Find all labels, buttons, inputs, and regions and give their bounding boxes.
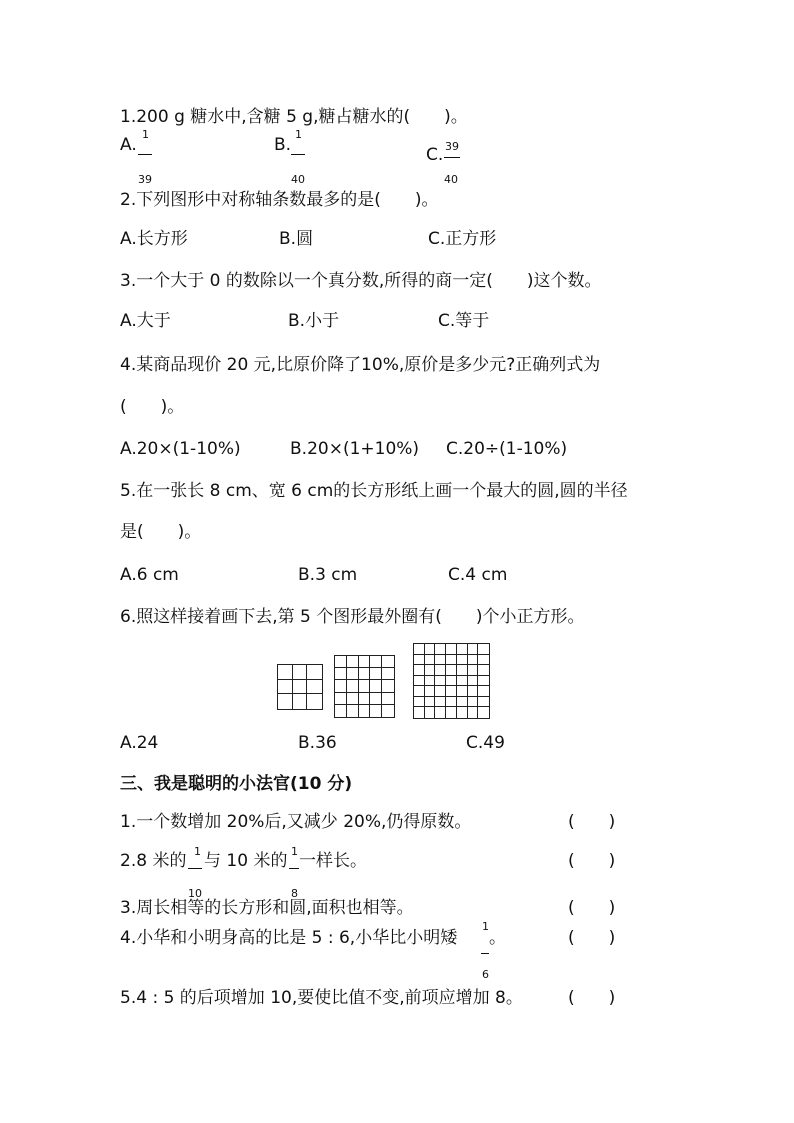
q6-option-b: B.36 [298,733,337,753]
q1-option-b-denominator: 40 [291,173,305,186]
grid-cell [359,705,371,717]
grid-cell [335,705,347,717]
judge-3-answer-blank: ( ) [568,898,616,918]
grid-cell [478,707,489,718]
judge-5: 5.4 : 5 的后项增加 10,要使比值不变,前项应增加 8。 [120,988,523,1008]
grid-cell [414,676,425,687]
grid-cell [446,707,457,718]
grid-cell [478,686,489,697]
judge-4-fraction-bar [481,953,489,954]
pattern-figure-2 [334,655,395,718]
grid-cell [382,680,394,692]
judge-4-end: 。 [489,928,506,948]
grid-cell [457,665,468,676]
grid-cell [347,680,359,692]
grid-cell [347,693,359,705]
q4-option-b: B.20×(1+10%) [290,439,420,459]
grid-cell [382,705,394,717]
grid-cell [370,656,382,668]
grid-cell [359,680,371,692]
q1-option-c-letter: C. [426,145,444,165]
judge-2-fraction-2-bar [289,868,299,869]
grid-cell [468,644,479,655]
q1-option-a-letter: A. [120,135,137,155]
grid-cell [478,665,489,676]
grid-cell [370,668,382,680]
grid-cell [468,686,479,697]
judge-1-answer-blank: ( ) [568,812,616,832]
grid-cell [435,676,446,687]
q1-option-c-fraction-bar [444,157,460,158]
grid-cell [307,680,322,695]
judge-2-suffix: 一样长。 [299,851,367,871]
grid-cell [293,680,308,695]
grid-cell [414,686,425,697]
q1-option-c-numerator: 39 [445,140,459,153]
q1-stem: 1.200 g 糖水中,含糖 5 g,糖占糖水的( )。 [120,107,468,127]
grid-cell [446,665,457,676]
judge-4-answer-blank: ( ) [568,928,616,948]
grid-cell [446,644,457,655]
grid-cell [446,676,457,687]
q4-stem: 4.某商品现价 20 元,比原价降了10%,原价是多少元?正确列式为 [120,355,601,375]
grid-cell [414,707,425,718]
grid-cell [307,665,322,680]
q6-option-c: C.49 [466,733,505,753]
q1-option-b-fraction-bar [291,154,305,155]
grid-cell [457,676,468,687]
judge-2-middle: 与 10 米的 [204,851,288,871]
q1-option-a-fraction-bar [138,154,152,155]
grid-cell [425,676,436,687]
judge-2-prefix: 2.8 米的 [120,851,187,871]
grid-cell [382,656,394,668]
grid-cell [278,694,293,709]
q1-option-b-numerator: 1 [295,128,302,141]
grid-cell [435,644,446,655]
grid-cell [278,680,293,695]
grid-cell [478,697,489,708]
q6-stem: 6.照这样接着画下去,第 5 个图形最外圈有( )个小正方形。 [120,607,585,627]
q3-stem: 3.一个大于 0 的数除以一个真分数,所得的商一定( )这个数。 [120,271,602,291]
grid-cell [359,693,371,705]
grid-cell [335,656,347,668]
grid-cell [457,644,468,655]
q2-option-b: B.圆 [279,229,314,249]
judge-3: 3.周长相等的长方形和圆,面积也相等。 [120,898,414,918]
grid-cell [425,665,436,676]
grid-cell [478,644,489,655]
q5-option-c: C.4 cm [448,565,508,585]
q4-option-c: C.20÷(1-10%) [446,439,568,459]
judge-2-fraction-2-numerator: 1 [291,845,298,858]
grid-cell [446,655,457,666]
q3-option-c: C.等于 [438,311,490,331]
q3-option-b: B.小于 [288,311,340,331]
judge-1: 1.一个数增加 20%后,又减少 20%,仍得原数。 [120,812,472,832]
q2-option-c: C.正方形 [428,229,497,249]
grid-cell [382,668,394,680]
judge-2-answer-blank: ( ) [568,851,616,871]
grid-cell [425,655,436,666]
grid-cell [478,676,489,687]
grid-cell [293,665,308,680]
q2-stem: 2.下列图形中对称轴条数最多的是( )。 [120,190,439,210]
q4-stem-continued: ( )。 [120,397,185,417]
grid-cell [278,665,293,680]
judge-5-answer-blank: ( ) [568,988,616,1008]
section-3-title: 三、我是聪明的小法官(10 分) [120,774,353,794]
grid-cell [457,707,468,718]
grid-cell [425,686,436,697]
grid-cell [359,668,371,680]
judge-2-fraction-1-denominator: 10 [188,887,202,900]
grid-cell [468,655,479,666]
grid-cell [414,655,425,666]
grid-cell [414,644,425,655]
q5-stem: 5.在一张长 8 cm、宽 6 cm的长方形纸上画一个最大的圆,圆的半径 [120,481,628,501]
grid-cell [468,665,479,676]
grid-cell [382,693,394,705]
grid-cell [370,705,382,717]
grid-cell [435,697,446,708]
q2-option-a: A.长方形 [120,229,188,249]
grid-cell [425,707,436,718]
grid-cell [335,693,347,705]
grid-cell [435,707,446,718]
q5-option-a: A.6 cm [120,565,179,585]
judge-4-fraction-denominator: 6 [482,968,489,981]
grid-cell [414,665,425,676]
grid-cell [335,680,347,692]
grid-cell [307,694,322,709]
grid-cell [370,680,382,692]
q3-option-a: A.大于 [120,311,171,331]
grid-cell [359,656,371,668]
grid-cell [293,694,308,709]
grid-cell [478,655,489,666]
grid-cell [446,697,457,708]
grid-cell [335,668,347,680]
grid-cell [414,697,425,708]
grid-cell [468,676,479,687]
q5-option-b: B.3 cm [298,565,358,585]
q1-option-c-denominator: 40 [444,173,458,186]
q5-stem-continued: 是( )。 [120,522,202,542]
grid-cell [435,686,446,697]
grid-cell [457,686,468,697]
q1-option-a-denominator: 39 [138,173,152,186]
q6-option-a: A.24 [120,733,159,753]
grid-cell [468,697,479,708]
grid-cell [347,656,359,668]
grid-cell [347,705,359,717]
judge-2-fraction-2-denominator: 8 [291,887,298,900]
grid-cell [435,655,446,666]
grid-cell [457,697,468,708]
grid-cell [425,644,436,655]
q1-option-b-letter: B. [274,135,292,155]
judge-2-fraction-1-bar [188,868,202,869]
grid-cell [347,668,359,680]
judge-4-fraction-numerator: 1 [482,920,489,933]
grid-cell [446,686,457,697]
pattern-figure-3 [413,643,490,719]
grid-cell [468,707,479,718]
pattern-figure-1 [277,664,323,710]
grid-cell [425,697,436,708]
grid-cell [457,655,468,666]
q1-option-a-numerator: 1 [142,128,149,141]
grid-cell [435,665,446,676]
judge-2-fraction-1-numerator: 1 [194,845,201,858]
judge-4: 4.小华和小明身高的比是 5 : 6,小华比小明矮 [120,928,458,948]
grid-cell [370,693,382,705]
q4-option-a: A.20×(1-10%) [120,439,241,459]
